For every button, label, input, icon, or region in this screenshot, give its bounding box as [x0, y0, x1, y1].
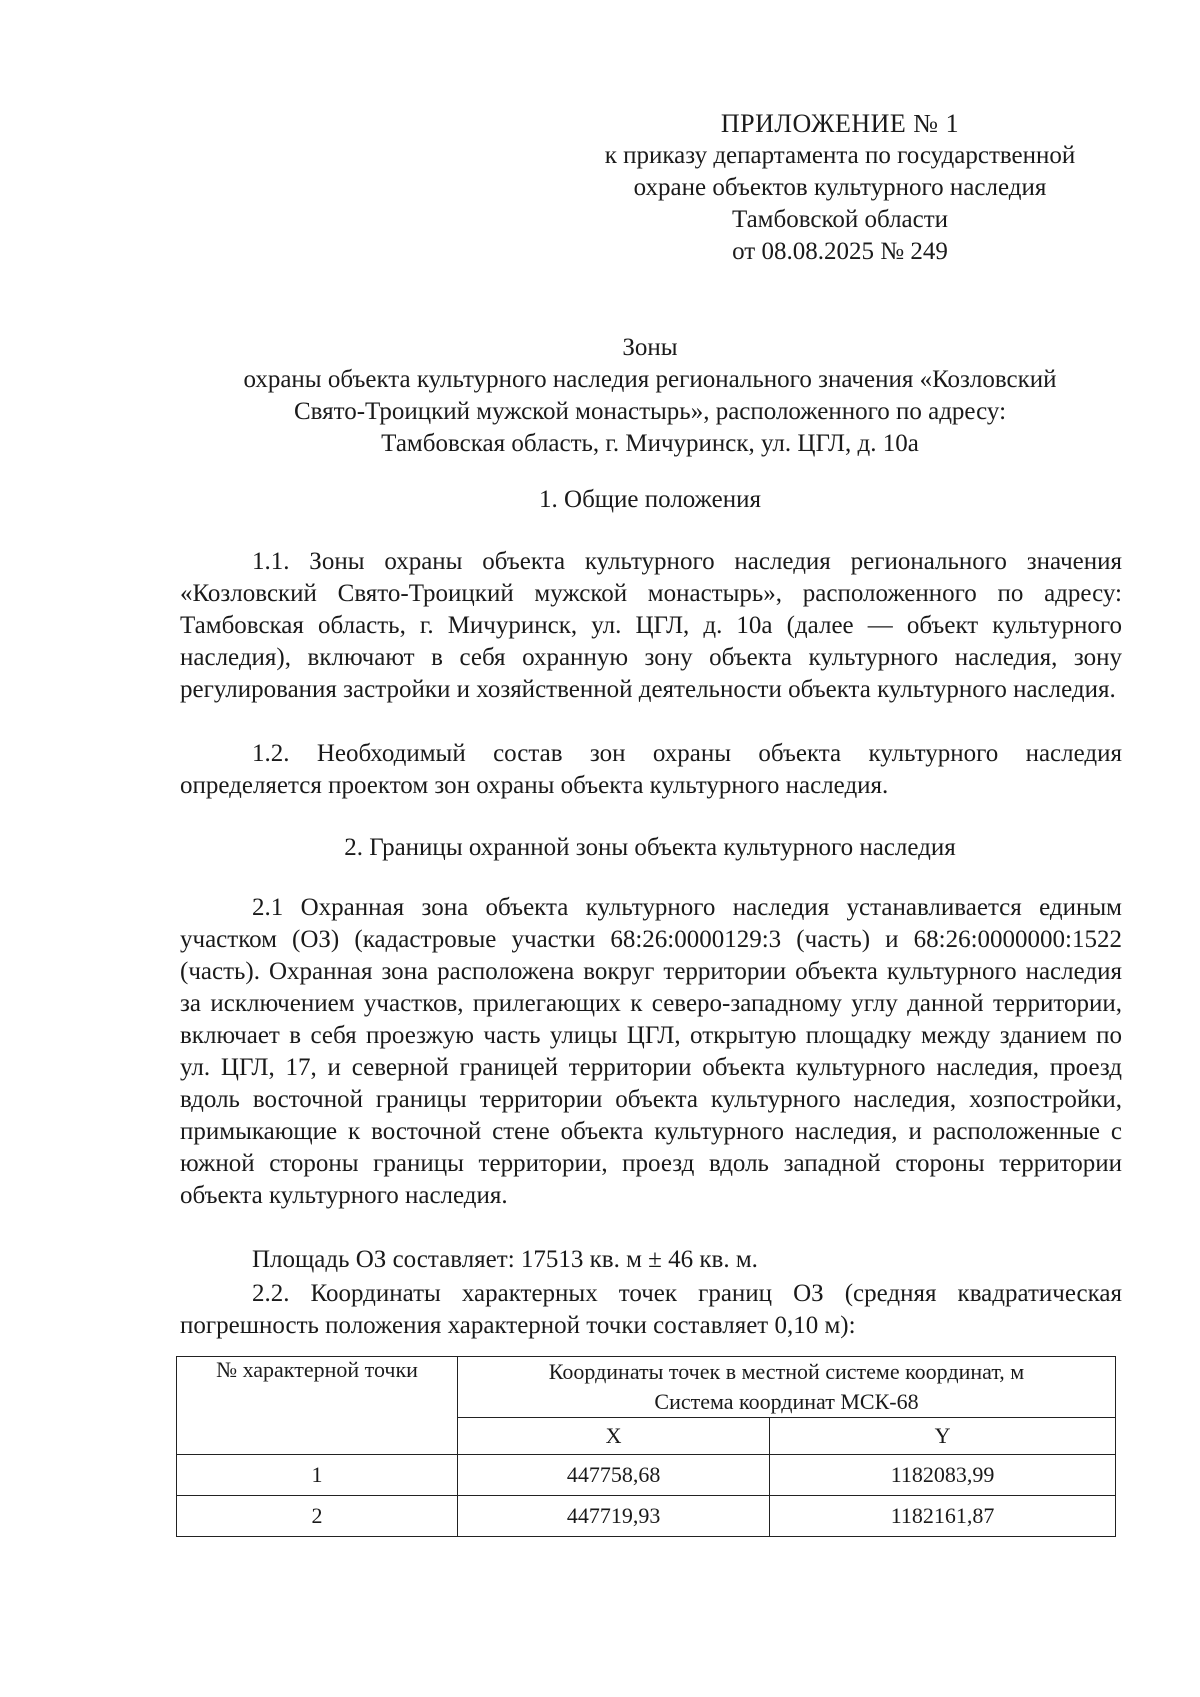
paragraph-2-1: 2.1 Охранная зона объекта культурного наследия устанавливается единым участком (ОЗ) (кадастровые участки 68:26:0000129:3 (часть) и 68:26:0000000:1522 (часть). Охранная зона расположена вокруг территории объекта культурного наследия за исключением участков, прилегающих к северо-западному углу данной территории, включает в себя проезжую часть улицы ЦГЛ, открытую площадку между зданием по ул. ЦГЛ, 17, и северной границей территории объекта культурного наследия, проезд вдоль восточной границы территории объекта культурного наследия, хозпостройки, примыкающие к восточной стене объекта культурного наследия, и расположенные с южной стороны границы территории, проезд вдоль западной стороны территории объекта культурного наследия. [180, 894, 1122, 1209]
table-row [177, 1455, 1116, 1496]
paragraph-1-1: 1.1. Зоны охраны объекта культурного наследия регионального значения «Козловский Свято-Троицкий мужской монастырь», расположенного по адресу: Тамбовская область, г. Мичуринск, ул. ЦГЛ, д. 10а (далее — объект культурного наследия), включают в себя охранную зону объекта культурного наследия, зону регулирования застройки и хозяйственной деятельности объекта культурного наследия. [180, 548, 1122, 703]
cell-point-number: 1 [177, 1455, 458, 1496]
table-row [177, 1496, 1116, 1537]
paragraph-1-2: 1.2. Необходимый состав зон охраны объекта культурного наследия определяется проектом зон охраны объекта культурного наследия. [180, 740, 1122, 799]
title-line-2: охраны объекта культурного наследия регионального значения «Козловский [243, 366, 1057, 393]
section-1-heading: 1. Общие положения [539, 486, 761, 513]
cell-y: 1182161,87 [770, 1496, 1116, 1537]
paragraph-area: Площадь ОЗ составляет: 17513 кв. м ± 46 кв. м. [252, 1246, 758, 1273]
header-coordinates [458, 1357, 1116, 1418]
header-coordinates-line-2: Система координат МСК-68 [654, 1389, 919, 1414]
coordinates-table [176, 1356, 1116, 1537]
title-line-4: Тамбовская область, г. Мичуринск, ул. ЦГЛ, д. 10а [381, 430, 919, 457]
section-2-heading: 2. Границы охранной зоны объекта культурного наследия [344, 834, 956, 861]
table-header-row [177, 1357, 1116, 1418]
header-y: Y [770, 1418, 1116, 1455]
appendix-region-line: Тамбовской области [731, 206, 949, 233]
cell-x: 447719,93 [458, 1496, 770, 1537]
cell-y: 1182083,99 [770, 1455, 1116, 1496]
appendix-number: ПРИЛОЖЕНИЕ № 1 [720, 109, 960, 138]
cell-x: 447758,68 [458, 1455, 770, 1496]
appendix-header [560, 108, 1120, 268]
appendix-department-line: охране объектов культурного наследия [633, 174, 1047, 201]
header-point-number: № характерной точки [177, 1357, 458, 1455]
title-line-1: Зоны [622, 334, 678, 361]
paragraph-2-2: 2.2. Координаты характерных точек границ ОЗ (средняя квадратическая погрешность положения характерной точки составляет 0,10 м): [180, 1280, 1122, 1339]
header-coordinates-line-1: Координаты точек в местной системе координат, м [548, 1359, 1025, 1384]
appendix-order-line: к приказу департамента по государственной [604, 142, 1076, 169]
cell-point-number: 2 [177, 1496, 458, 1537]
header-x: X [458, 1418, 770, 1455]
document-title [180, 332, 1120, 460]
title-line-3: Свято-Троицкий мужской монастырь», расположенного по адресу: [293, 398, 1007, 425]
appendix-date-line: от 08.08.2025 № 249 [732, 238, 948, 265]
